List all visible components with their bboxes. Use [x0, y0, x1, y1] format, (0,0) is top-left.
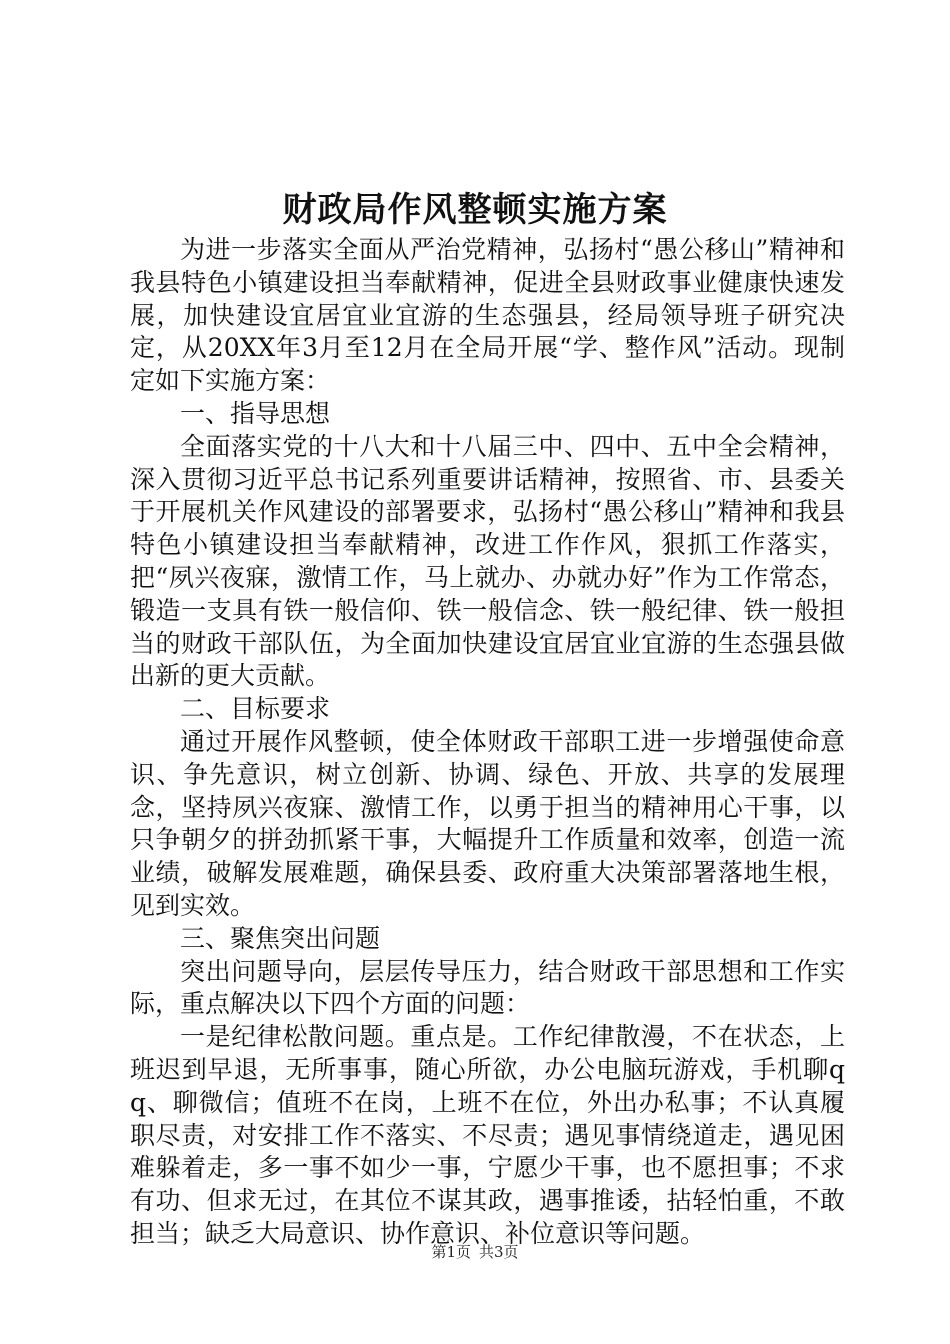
- section-heading-key-problems: 三、聚焦突出问题: [180, 923, 381, 953]
- page-number: 第1页: [431, 1243, 471, 1261]
- section-heading-goals: 二、目标要求: [180, 694, 331, 724]
- page-total: 共3页: [479, 1243, 519, 1261]
- page-footer: [0, 1242, 950, 1262]
- guiding-ideology-paragraph: 全面落实党的十八大和十八届三中、四中、五中全会精神，深入贯彻习近平总书记系列重要讲话精神，按照省、市、县委关于开展机关作风建设的部署要求，弘扬村“愚公移山”精神和我县特色小镇建设担当奉献精神，改进工作作风，狠抓工作落实，把“夙兴夜寐，激情工作，马上就办、办就办好”作为工作常态，锻造一支具有铁一般信仰、铁一般信念、铁一般纪律、铁一般担当的财政干部队伍，为全面加快建设宜居宜业宜游的生态强县做出新的更大贡献。: [130, 431, 845, 691]
- document-title: 财政局作风整顿实施方案: [282, 190, 668, 230]
- intro-paragraph: 为进一步落实全面从严治党精神，弘扬村“愚公移山”精神和我县特色小镇建设担当奉献精神，促进全县财政事业健康快速发展，加快建设宜居宜业宜游的生态强县，经局领导班子研究决定，从20XX年3月至12月在全局开展“学、整作风”活动。现制定如下实施方案：: [130, 235, 845, 396]
- document-body: [130, 234, 845, 1251]
- section-heading-guiding-ideology: 一、指导思想: [180, 398, 331, 428]
- goals-paragraph: 通过开展作风整顿，使全体财政干部职工进一步增强使命意识、争先意识，树立创新、协调、绿色、开放、共享的发展理念，坚持夙兴夜寐、激情工作，以勇于担当的精神用心干事，以只争朝夕的拼劲抓紧干事，大幅提升工作质量和效率，创造一流业绩，破解发展难题，确保县委、政府重大决策部署落地生根，见到实效。: [130, 726, 845, 920]
- discipline-problem-paragraph: 一是纪律松散问题。重点是。工作纪律散漫，不在状态，上班迟到早退，无所事事，随心所欲，办公电脑玩游戏，手机聊qq、聊微信；值班不在岗，上班不在位，外出办私事；不认真履职尽责，对安排工作不落实、不尽责；遇见事情绕道走，遇见困难躲着走，多一事不如少一事，宁愿少干事，也不愿担事；不求有功、但求无过，在其位不谋其政，遇事推诿，拈轻怕重，不敢担当；缺乏大局意识、协作意识、补位意识等问题。: [130, 1022, 845, 1248]
- key-problems-intro-paragraph: 突出问题导向，层层传导压力，结合财政干部思想和工作实际，重点解决以下四个方面的问题：: [130, 956, 845, 1019]
